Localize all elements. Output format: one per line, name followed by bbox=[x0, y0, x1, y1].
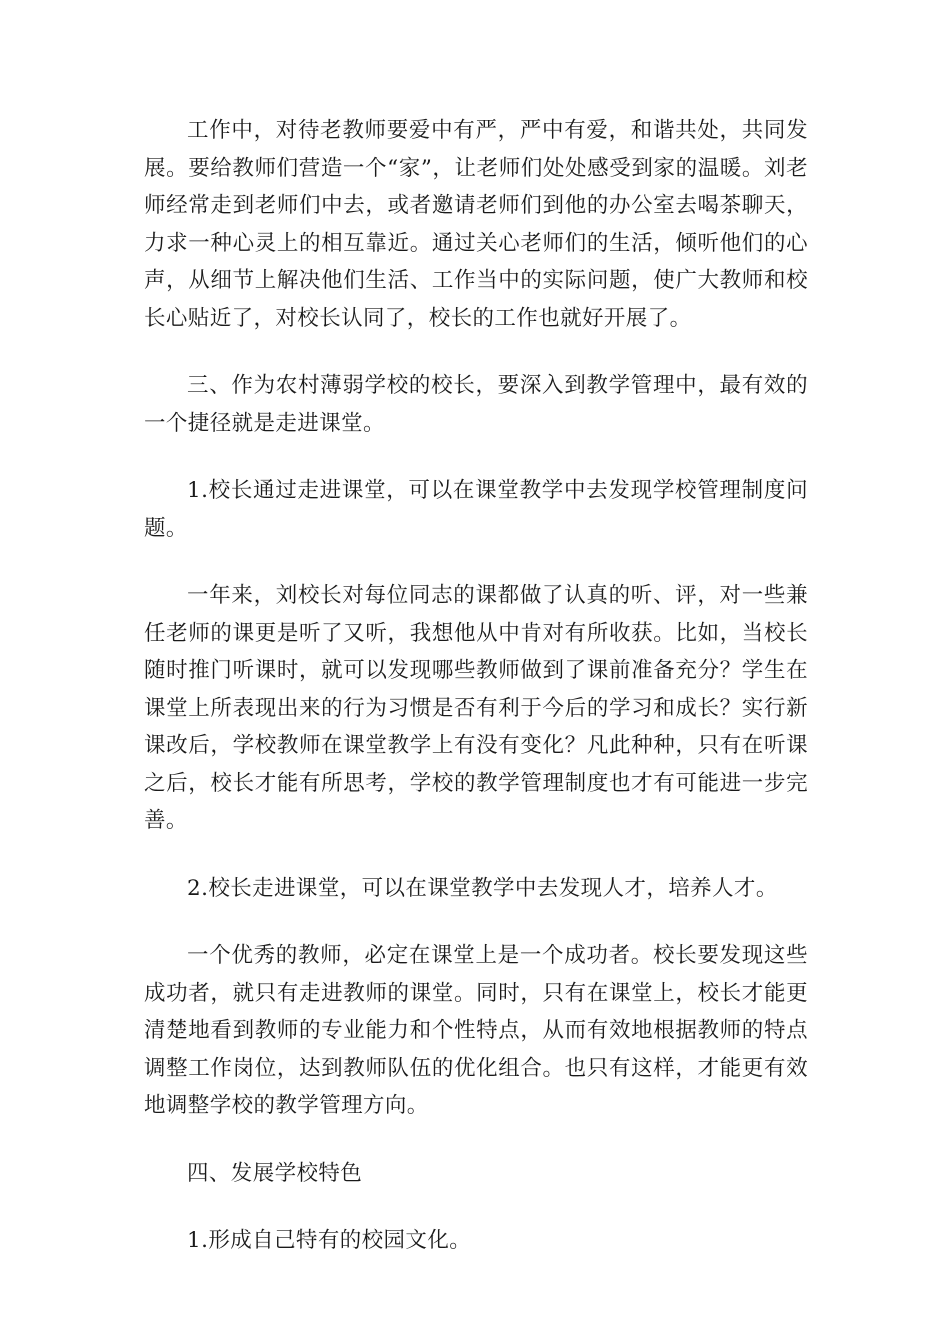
paragraph-discover-talent: 一个优秀的教师，必定在课堂上是一个成功者。校长要发现这些成功者，就只有走进教师的课堂。同时，只有在课堂上，校长才能更清楚地看到教师的专业能力和个性特点，从而有效地根据教师的特点调整工作岗位，达到教师队伍的优化组合。也只有这样，才能更有效地调整学校的教学管理方向。 bbox=[144, 943, 808, 1118]
paragraph-classroom-observation: 一年来，刘校长对每位同志的课都做了认真的听、评，对一些兼任老师的课更是听了又听，我想他从中肯对有所收获。比如，当校长随时推门听课时，就可以发现哪些教师做到了课前准备充分？学生在课堂上所表现出来的行为习惯是否有利于今后的学习和成长？实行新课改后，学校教师在课堂教学上有没有变化？凡此种种，只有在听课之后，校长才能有所思考，学校的教学管理制度也才有可能进一步完善。 bbox=[144, 583, 808, 833]
heading-section-four: 四、发展学校特色 bbox=[187, 1160, 363, 1186]
paragraph-teacher-care: 工作中，对待老教师要爱中有严，严中有爱，和谐共处，共同发展。要给教师们营造一个“家”，让老师们处处感受到家的温暖。刘老师经常走到老师们中去，或者邀请老师们到他的办公室去喝茶聊天，力求一种心灵上的相互靠近。通过关心老师们的生活，倾听他们的心声，从细节上解决他们生活、工作当中的实际问题，使广大教师和校长心贴近了，对校长认同了，校长的工作也就好开展了。 bbox=[144, 118, 808, 331]
document-page bbox=[144, 112, 808, 1290]
subheading-3-1: 1.校长通过走进课堂，可以在课堂教学中去发现学校管理制度问题。 bbox=[144, 478, 808, 541]
subheading-3-2: 2.校长走进课堂，可以在课堂教学中去发现人才，培养人才。 bbox=[187, 875, 778, 901]
subheading-4-1: 1.形成自己特有的校园文化。 bbox=[187, 1228, 472, 1253]
heading-section-three: 三、作为农村薄弱学校的校长，要深入到教学管理中，最有效的一个捷径就是走进课堂。 bbox=[144, 373, 808, 436]
